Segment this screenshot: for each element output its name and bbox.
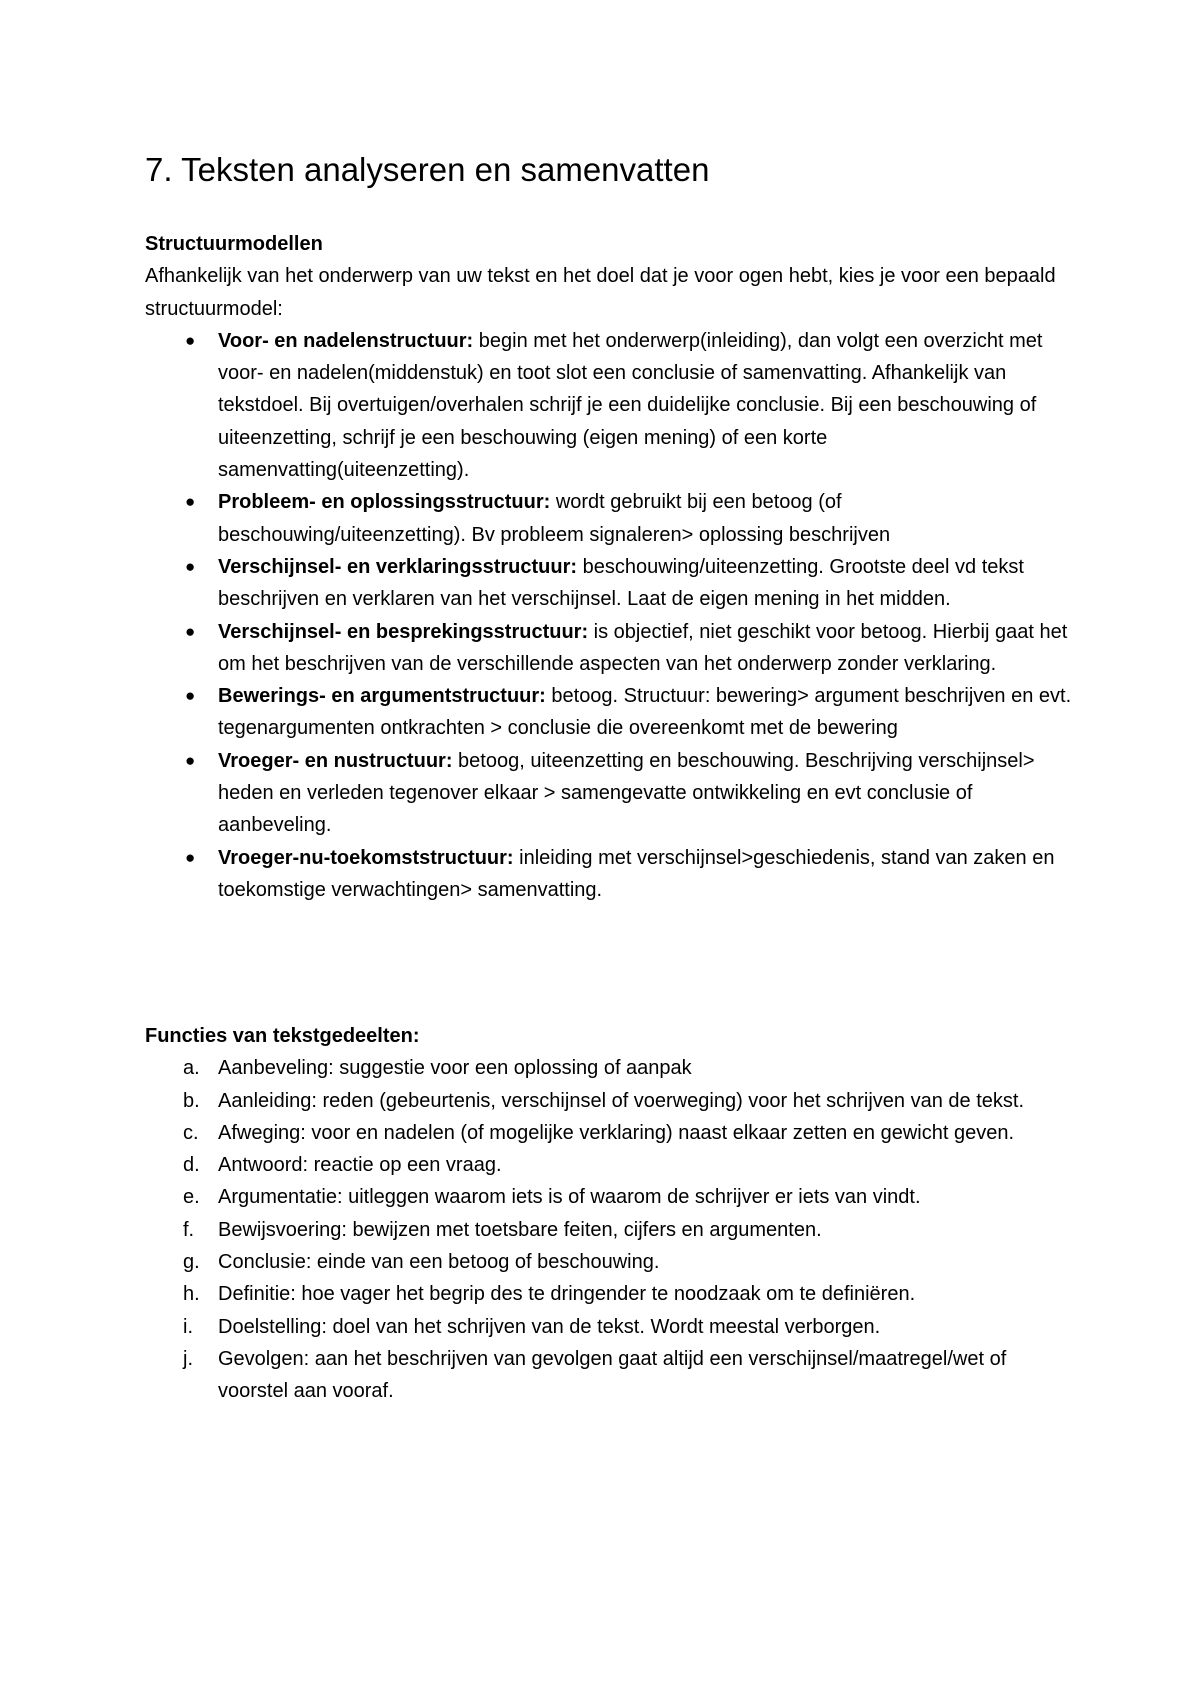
list-item-text: is objectief, niet geschikt voor betoog. Hierbij gaat het om het beschrijven van de verschillende aspecten van het onderwerp zonder verklaring. [218, 620, 1068, 675]
list-item-term: Vroeger- en nustructuur: [218, 749, 453, 772]
list-item-text: Afweging: voor en nadelen (of mogelijke verklaring) naast elkaar zetten en gewicht geven. [218, 1121, 1015, 1144]
list-item [145, 1343, 1075, 1408]
bullet-icon: ● [185, 686, 196, 706]
list-marker: g. [183, 1251, 200, 1274]
bullet-icon: ● [185, 330, 196, 350]
list-item-text: Conclusie: einde van een betoog of beschouwing. [218, 1251, 660, 1274]
list-item-text: Gevolgen: aan het beschrijven van gevolgen gaat altijd een verschijnsel/maatregel/wet of voorstel aan vooraf. [218, 1347, 1007, 1403]
list-item-text: Antwoord: reactie op een vraag. [218, 1154, 502, 1177]
list-item [145, 616, 1075, 681]
list-item-text: beschouwing/uiteenzetting. Grootste deel vd tekst beschrijven en verklaren van het verschijnsel. Laat de eigen mening in het midden. [218, 555, 1024, 611]
list-item [145, 745, 1075, 842]
list-item [145, 1311, 1075, 1343]
section-functies [145, 1020, 1075, 1408]
list-item [145, 1149, 1075, 1181]
section-intro: Afhankelijk van het onderwerp van uw tekst en het doel dat je voor ogen hebt, kies je voor een bepaald structuurmodel: [145, 265, 1056, 320]
list-item-term: Verschijnsel- en verklaringsstructuur: [218, 555, 578, 578]
page-title: 7. Teksten analyseren en samenvatten [145, 151, 710, 188]
list-item [145, 842, 1075, 907]
list-marker: j. [183, 1347, 193, 1370]
bullet-icon: ● [185, 847, 196, 867]
list-item-text: inleiding met verschijnsel>geschiedenis, stand van zaken en toekomstige verwachtingen> samenvatting. [218, 846, 1055, 901]
list-item-text: Aanbeveling: suggestie voor een oplossing of aanpak [218, 1057, 692, 1080]
section-structuurmodellen [145, 228, 1075, 906]
section-heading: Functies van tekstgedeelten: [145, 1025, 420, 1047]
bullet-icon: ● [185, 492, 196, 512]
structure-list [145, 325, 1075, 906]
list-item [145, 1214, 1075, 1246]
list-marker: d. [183, 1154, 200, 1177]
list-marker: i. [183, 1315, 193, 1338]
list-item-text: betoog, uiteenzetting en beschouwing. Beschrijving verschijnsel> heden en verleden tegenover elkaar > samengevatte ontwikkeling en evt conclusie of aanbeveling. [218, 749, 1035, 837]
bullet-icon: ● [185, 556, 196, 576]
list-item-term: Probleem- en oplossingsstructuur: [218, 491, 551, 514]
list-item [145, 551, 1075, 616]
list-item [145, 1246, 1075, 1278]
list-item-text: Aanleiding: reden (gebeurtenis, verschijnsel of voerweging) voor het schrijven van de tekst. [218, 1089, 1024, 1112]
list-marker: c. [183, 1121, 199, 1144]
list-marker: f. [183, 1218, 195, 1241]
list-item-text: Doelstelling: doel van het schrijven van de tekst. Wordt meestal verborgen. [218, 1315, 881, 1338]
list-item [145, 680, 1075, 745]
list-item-term: Verschijnsel- en besprekingsstructuur: [218, 620, 589, 643]
list-item-text: Definitie: hoe vager het begrip des te dringender te noodzaak om te definiëren. [218, 1283, 916, 1306]
bullet-icon: ● [185, 750, 196, 770]
list-marker: h. [183, 1283, 200, 1306]
list-item-text: Bewijsvoering: bewijzen met toetsbare feiten, cijfers en argumenten. [218, 1218, 822, 1241]
list-item-text: begin met het onderwerp(inleiding), dan volgt een overzicht met voor- en nadelen(middenstuk) en toot slot een conclusie of samenvatting. Afhankelijk van tekstdoel. Bij overtuigen/overhalen schrijf je een duidelijke conclusie. Bij een beschouwing of uiteenzetting, schrijf je een beschouwing (eigen mening) of een korte samenvatting(uiteenzetting). [218, 329, 1043, 482]
bullet-icon: ● [185, 621, 196, 641]
list-item [145, 1278, 1075, 1310]
list-marker: b. [183, 1089, 200, 1112]
list-item [145, 1052, 1075, 1084]
list-item [145, 486, 1075, 551]
list-marker: a. [183, 1057, 200, 1080]
functions-list [145, 1052, 1075, 1407]
list-item-text: betoog. Structuur: bewering> argument beschrijven en evt. tegenargumenten ontkrachten > conclusie die overeenkomt met de bewering [218, 685, 1072, 740]
list-item [145, 325, 1075, 486]
section-heading: Structuurmodellen [145, 233, 323, 255]
list-item-text: wordt gebruikt bij een betoog (of beschouwing/uiteenzetting). Bv probleem signaleren> oplossing beschrijven [218, 491, 891, 546]
list-item [145, 1117, 1075, 1149]
list-item-term: Voor- en nadelenstructuur: [218, 329, 474, 352]
list-item-term: Vroeger-nu-toekomststructuur: [218, 846, 514, 869]
list-item-term: Bewerings- en argumentstructuur: [218, 685, 546, 708]
list-marker: e. [183, 1186, 200, 1209]
list-item [145, 1085, 1075, 1117]
list-item [145, 1181, 1075, 1213]
list-item-text: Argumentatie: uitleggen waarom iets is of waarom de schrijver er iets van vindt. [218, 1186, 921, 1209]
